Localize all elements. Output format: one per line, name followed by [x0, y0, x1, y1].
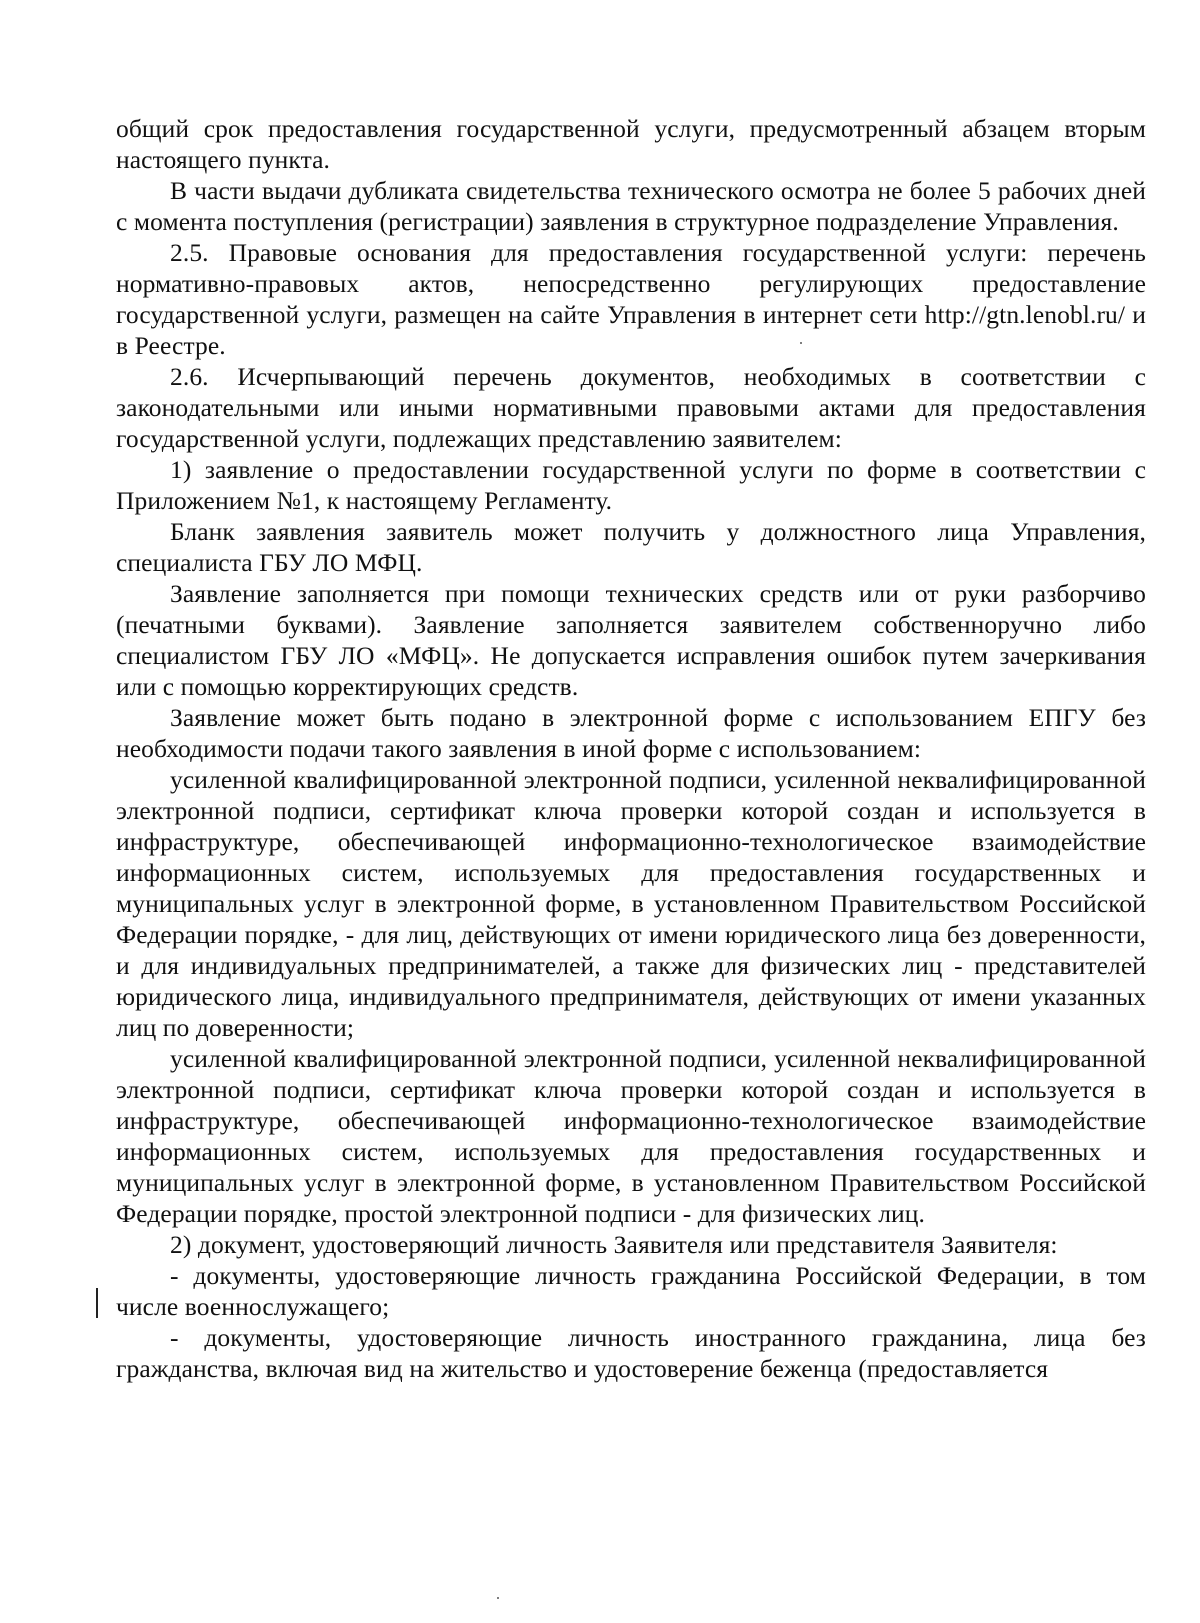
paragraph-item-1-application: 1) заявление о предоставлении государственной услуги по форме в соответствии с Приложением №1, к настоящему Регламенту.	[116, 455, 1146, 515]
paragraph-item-2-identity-document: 2) документ, удостоверяющий личность Заявителя или представителя Заявителя:	[170, 1230, 1058, 1259]
paragraph-2-5-legal-basis: 2.5. Правовые основания для предоставления государственной услуги: перечень нормативно-правовых актов, непосредственно регулирующих предоставление государственной услуги, размещен на сайте Управления в интернет сети http://gtn.lenobl.ru/ и в Реестре.	[116, 238, 1146, 360]
paragraph-duplicate-term: В части выдачи дубликата свидетельства технического осмотра не более 5 рабочих дней с момента поступления (регистрации) заявления в структурное подразделение Управления.	[116, 176, 1146, 236]
paragraph-signature-individuals: усиленной квалифицированной электронной подписи, усиленной неквалифицированной электронной подписи, сертификат ключа проверки которой создан и используется в инфраструктуре, обеспечивающей информационно-технологическое взаимодействие информационных систем, используемых для предоставления государственных и муниципальных услуг в электронной форме, в установленном Правительством Российской Федерации порядке, простой электронной подписи - для физических лиц.	[116, 1044, 1146, 1228]
paragraph-filling-rules: Заявление заполняется при помощи технических средств или от руки разборчиво (печатными буквами). Заявление заполняется заявителем собственноручно либо специалистом ГБУ ЛО «МФЦ». Не допускается исправления ошибок путем зачеркивания или с помощью корректирующих средств.	[116, 579, 1146, 701]
paragraph-term-continuation: общий срок предоставления государственной услуги, предусмотренный абзацем вторым настоящего пункта.	[116, 114, 1146, 174]
paragraph-foreigner-documents: - документы, удостоверяющие личность иностранного гражданина, лица без гражданства, включая вид на жительство и удостоверение беженца (предоставляется	[116, 1323, 1146, 1383]
margin-revision-mark	[96, 1288, 98, 1318]
paragraph-signature-legal-entities: усиленной квалифицированной электронной подписи, усиленной неквалифицированной электронной подписи, сертификат ключа проверки которой создан и используется в инфраструктуре, обеспечивающей информационно-технологическое взаимодействие информационных систем, используемых для предоставления государственных и муниципальных услуг в электронной форме, в установленном Правительством Российской Федерации порядке, - для лиц, действующих от имени юридического лица без доверенности, и для индивидуальных предпринимателей, а также для физических лиц - представителей юридического лица, индивидуального предпринимателя, действующих от имени указанных лиц по доверенности;	[116, 765, 1146, 1042]
paragraph-electronic-submission: Заявление может быть подано в электронной форме с использованием ЕПГУ без необходимости подачи такого заявления в иной форме с использованием:	[116, 703, 1146, 763]
paragraph-application-form: Бланк заявления заявитель может получить у должностного лица Управления, специалиста ГБУ ЛО МФЦ.	[116, 517, 1146, 577]
paragraph-2-6-document-list: 2.6. Исчерпывающий перечень документов, необходимых в соответствии с законодательными или иными нормативными правовыми актами для предоставления государственной услуги, подлежащих представлению заявителем:	[116, 362, 1146, 453]
scan-speck	[497, 1597, 499, 1599]
scan-speck	[800, 342, 802, 344]
document-body	[116, 113, 1146, 1384]
paragraph-citizen-documents: - документы, удостоверяющие личность гражданина Российской Федерации, в том числе военнослужащего;	[116, 1261, 1146, 1321]
